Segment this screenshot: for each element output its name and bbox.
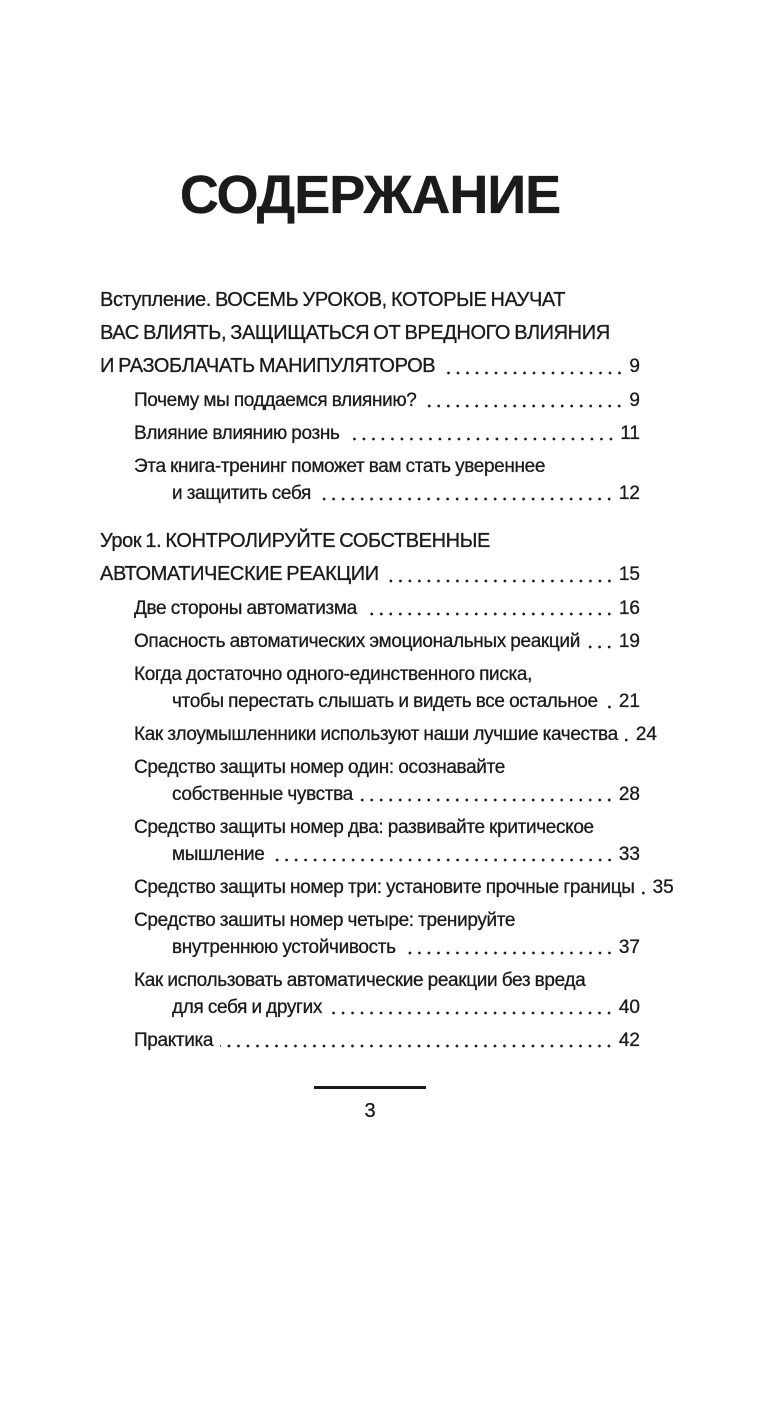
toc-entry-line [134, 453, 640, 480]
page-number: 24 [635, 724, 657, 745]
dot-leader [364, 609, 614, 619]
dot-leader [360, 795, 614, 805]
entry-text: Как использовать автоматические реакции без вреда [134, 970, 586, 991]
toc-entry-line [134, 420, 640, 447]
entry-text: Средство защиты номер три: установите прочные границы [134, 877, 635, 898]
entry-text: Урок 1. КОНТРОЛИРУЙТЕ СОБСТВЕННЫЕ [100, 530, 490, 552]
dot-leader [329, 1008, 614, 1018]
toc-entry-line [134, 754, 640, 781]
toc-header-line [100, 350, 640, 383]
entry-text: Когда достаточно одного-единственного писка, [134, 664, 532, 685]
toc-items [100, 387, 640, 507]
toc-section [100, 284, 640, 507]
book-page [0, 166, 768, 1406]
entry-text: И РАЗОБЛАЧАТЬ МАНИПУЛЯТОРОВ [100, 355, 436, 377]
page-title: СОДЕРЖАНИЕ [179, 165, 561, 225]
dot-leader [403, 948, 614, 958]
toc-entry-line [134, 480, 640, 507]
toc-entry [134, 754, 640, 808]
page-number: 16 [618, 598, 640, 619]
dot-leader [386, 576, 614, 586]
folio-page-number: 3 [364, 1100, 376, 1122]
page-number: 35 [652, 877, 674, 898]
toc-section [100, 525, 674, 1054]
entry-text: Средство зашиты номер четыре: тренируйте [134, 910, 516, 931]
toc-entry [134, 453, 640, 507]
entry-text: Вступление. ВОСЕМЬ УРОКОВ, КОТОРЫЕ НАУЧАТ [100, 289, 566, 311]
footer-rule [314, 1086, 426, 1089]
toc-entry-line [134, 595, 640, 622]
toc-entry [134, 420, 640, 447]
toc-entry-line [134, 994, 640, 1021]
entry-text: ВАС ВЛИЯТЬ, ЗАЩИЩАТЬСЯ ОТ ВРЕДНОГО ВЛИЯНИЯ [100, 322, 610, 344]
toc-entry-line [134, 721, 657, 748]
entry-text: Практика [134, 1030, 214, 1051]
entry-text: Средство защиты номер один: осознавайте [134, 757, 505, 778]
page-number: 40 [618, 997, 640, 1018]
entry-text: собственные чувства [172, 784, 353, 805]
toc-section-header [100, 525, 640, 591]
toc-header-line [100, 317, 640, 350]
toc-entry-line [134, 781, 640, 808]
dot-leader [318, 494, 614, 504]
entry-text: Как злоумышленники используют наши лучшие качества [134, 724, 618, 745]
page-number: 9 [629, 390, 640, 411]
dot-leader [442, 368, 624, 378]
dot-leader [605, 702, 614, 712]
toc-entry [134, 721, 657, 748]
toc-entry-line [134, 841, 640, 868]
dot-leader [272, 855, 614, 865]
page-number: 21 [618, 691, 640, 712]
toc-sections [100, 284, 674, 1054]
dot-leader [423, 401, 624, 411]
entry-text: для себя и других [172, 997, 323, 1018]
page-number: 42 [618, 1030, 640, 1051]
toc-header-line [100, 558, 640, 591]
toc-entry [134, 595, 640, 622]
dot-leader [347, 434, 616, 444]
page-number: 12 [618, 483, 640, 504]
entry-text: Эта книга-тренинг поможет вам стать увереннее [134, 456, 546, 477]
toc-entry-line [134, 688, 640, 715]
page-number: 28 [618, 784, 640, 805]
page-footer [100, 1086, 640, 1123]
toc-entry-line [134, 967, 640, 994]
page-number: 33 [618, 844, 640, 865]
entry-text: и защитить себя [172, 483, 311, 504]
toc-entry-line [134, 934, 640, 961]
toc-entry-line [134, 907, 640, 934]
entry-text: Почему мы поддаемся влиянию? [134, 390, 417, 411]
toc-header-line [100, 284, 640, 317]
toc-entry [134, 967, 640, 1021]
entry-text: Влияние влиянию рознь [134, 423, 340, 444]
toc-entry-line [134, 387, 640, 414]
entry-text: Средство защиты номер два: развивайте критическое [134, 817, 594, 838]
toc-entry-line [134, 1027, 640, 1054]
page-number: 37 [618, 937, 640, 958]
toc-section-header [100, 284, 640, 383]
toc-entry [134, 1027, 640, 1054]
entry-text: чтобы перестать слышать и видеть все остальное [172, 691, 598, 712]
toc-page [100, 165, 674, 1123]
dot-leader [642, 888, 648, 898]
page-number: 9 [629, 356, 640, 377]
entry-text: внутреннюю устойчивость [172, 937, 396, 958]
page-number: 15 [618, 564, 640, 585]
toc-entry [134, 628, 640, 655]
toc-entry [134, 387, 640, 414]
entry-text: Две стороны автоматизма [134, 598, 357, 619]
toc-entry-line [134, 814, 640, 841]
entry-text: Опасность автоматических эмоциональных реакций [134, 631, 580, 652]
page-number: 19 [618, 631, 640, 652]
toc-entry [134, 907, 640, 961]
dot-leader [625, 735, 631, 745]
entry-text: АВТОМАТИЧЕСКИЕ РЕАКЦИИ [100, 563, 379, 585]
toc-entry [134, 814, 640, 868]
toc-entry [134, 661, 640, 715]
toc-entry-line [134, 628, 640, 655]
toc-entry-line [134, 874, 674, 901]
toc-entry-line [134, 661, 640, 688]
dot-leader [220, 1041, 614, 1051]
page-number: 11 [620, 423, 640, 444]
entry-text: мышление [172, 844, 265, 865]
toc-header-line [100, 525, 640, 558]
dot-leader [587, 642, 614, 652]
toc-items [100, 595, 674, 1054]
toc-entry [134, 874, 674, 901]
